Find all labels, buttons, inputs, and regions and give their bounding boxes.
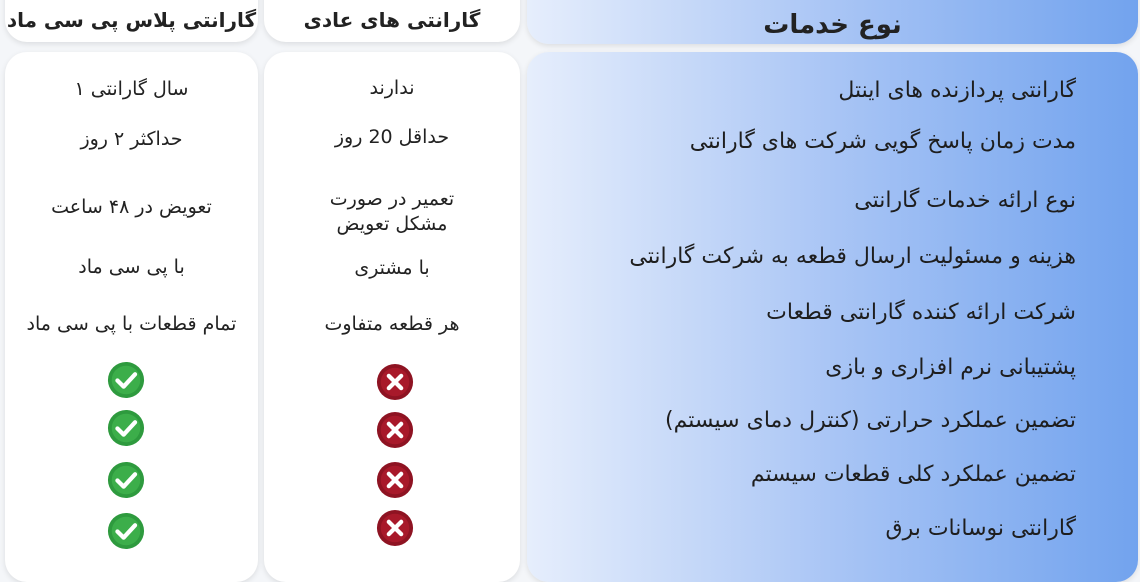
pcmod-shipping-value: با پی سی ماد — [78, 256, 185, 278]
header-pcmod-label: گارانتی پلاس پی سی ماد — [6, 8, 257, 32]
pcmod-column — [5, 52, 258, 582]
x-circle-icon — [376, 363, 414, 401]
feature-provider: شرکت ارائه کننده گارانتی قطعات — [766, 300, 1076, 325]
normal-provider-value: هر قطعه متفاوت — [324, 313, 460, 335]
feature-shipping-cost: هزینه و مسئولیت ارسال قطعه به شرکت گارانتی — [629, 244, 1076, 269]
header-cell-features — [527, 0, 1138, 44]
normal-intel-value: ندارند — [369, 77, 415, 99]
header-cell-pcmod — [5, 0, 258, 42]
normal-response-value: حداقل 20 روز — [334, 126, 450, 148]
features-column — [527, 52, 1138, 582]
check-circle-icon — [107, 361, 145, 399]
check-circle-icon — [107, 461, 145, 499]
normal-shipping-value: با مشتری — [354, 257, 430, 279]
normal-service-line1: تعمیر در صورت — [329, 188, 455, 210]
feature-thermal: تضمین عملکرد حرارتی (کنترل دمای سیستم) — [665, 408, 1076, 433]
normal-column — [264, 52, 520, 582]
pcmod-provider-value: تمام قطعات با پی سی ماد — [26, 313, 237, 335]
check-circle-icon — [107, 512, 145, 550]
header-normal-label: گارانتی های عادی — [303, 8, 481, 32]
feature-overall-performance: تضمین عملکرد کلی قطعات سیستم — [750, 462, 1076, 487]
feature-response-time: مدت زمان پاسخ گویی شرکت های گارانتی — [689, 129, 1076, 154]
feature-software-support: پشتیبانی نرم افزاری و بازی — [825, 355, 1076, 380]
header-cell-normal — [264, 0, 520, 42]
feature-service-type: نوع ارائه خدمات گارانتی — [854, 188, 1076, 213]
x-circle-icon — [376, 411, 414, 449]
x-circle-icon — [376, 509, 414, 547]
pcmod-intel-value: ۱ سال گارانتی — [74, 78, 189, 100]
header-features-label: نوع خدمات — [763, 10, 902, 40]
feature-power-fluctuation: گارانتی نوسانات برق — [885, 516, 1076, 541]
normal-service-line2: مشکل تعویض — [336, 213, 448, 235]
pcmod-response-value: حداکثر ۲ روز — [80, 128, 183, 150]
x-circle-icon — [376, 461, 414, 499]
pcmod-service-value: تعویض در ۴۸ ساعت — [51, 196, 212, 218]
feature-intel: گارانتی پردازنده های اینتل — [838, 78, 1076, 103]
check-circle-icon — [107, 409, 145, 447]
